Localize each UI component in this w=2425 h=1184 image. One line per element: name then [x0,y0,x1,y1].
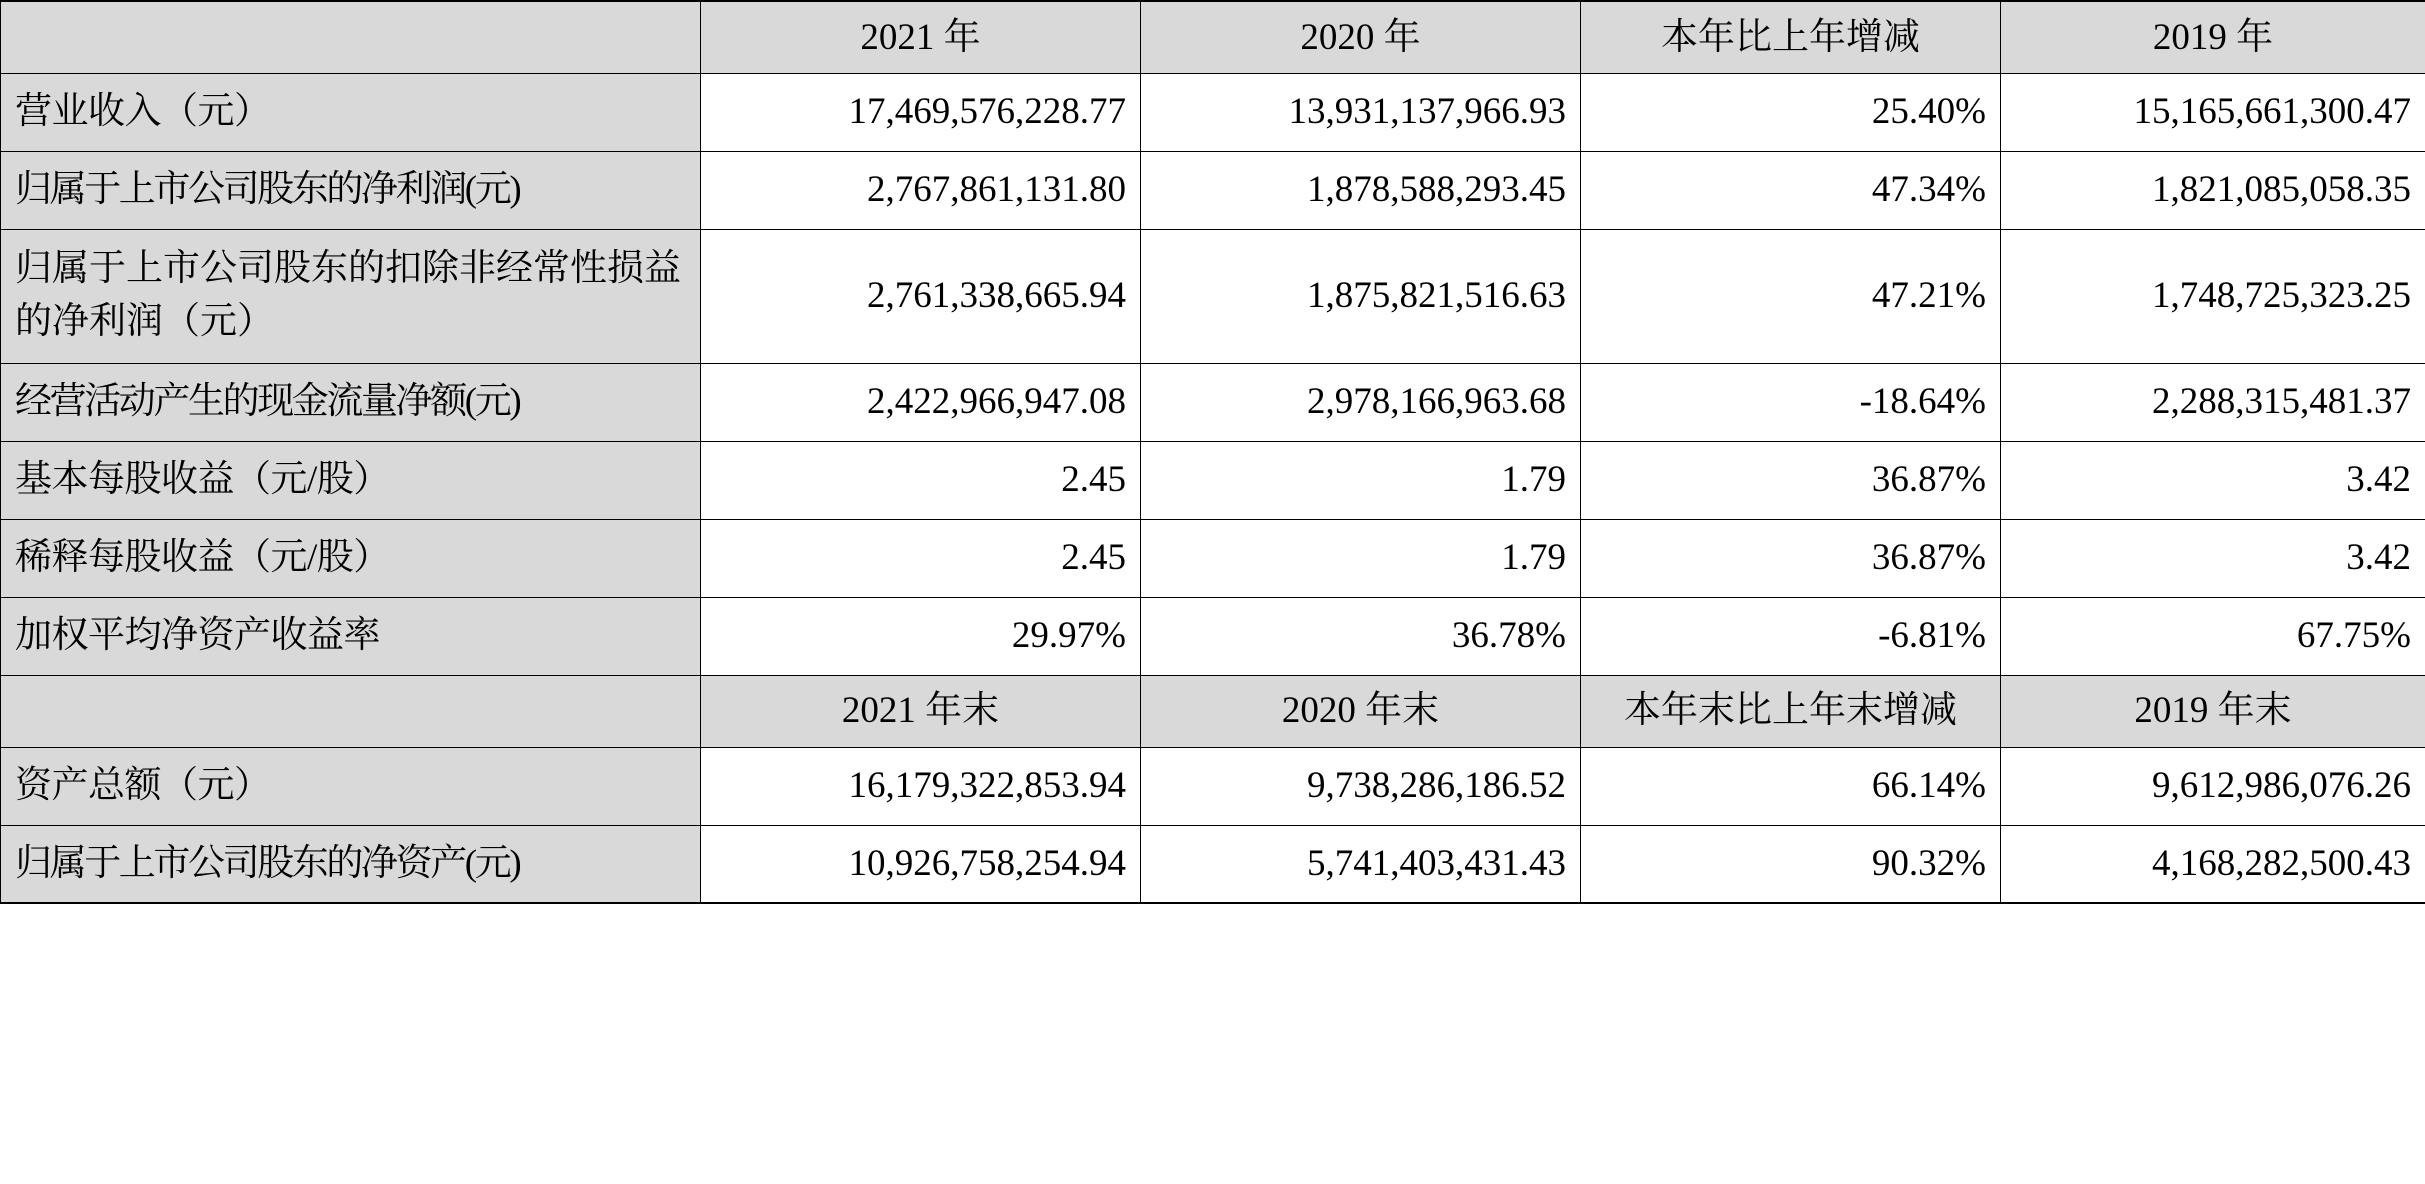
header-2020: 2020 年 [1141,1,1581,73]
table-row [1,363,2425,441]
cell-roe-2021: 29.97% [701,597,1141,675]
cell-diluted-eps-change: 36.87% [1581,519,2001,597]
cell-net-assets-2020: 5,741,403,431.43 [1141,825,1581,903]
cell-basic-eps-2020: 1.79 [1141,441,1581,519]
cell-revenue-2019: 15,165,661,300.47 [2001,73,2425,151]
table-row [1,73,2425,151]
cell-roe-change: -6.81% [1581,597,2001,675]
header-2021-end: 2021 年末 [701,675,1141,747]
cell-net-profit-deducted-2021: 2,761,338,665.94 [701,229,1141,363]
cell-net-assets-change: 90.32% [1581,825,2001,903]
row-label-basic-eps: 基本每股收益（元/股） [1,441,701,519]
cell-net-profit-deducted-2019: 1,748,725,323.25 [2001,229,2425,363]
header-2019: 2019 年 [2001,1,2425,73]
table-row [1,597,2425,675]
header-yoy-change: 本年比上年增减 [1581,1,2001,73]
row-label-roe: 加权平均净资产收益率 [1,597,701,675]
cell-net-profit-deducted-2020: 1,875,821,516.63 [1141,229,1581,363]
cell-net-assets-2021: 10,926,758,254.94 [701,825,1141,903]
cell-net-profit-change: 47.34% [1581,151,2001,229]
table-header-row-year-end [1,675,2425,747]
cell-basic-eps-change: 36.87% [1581,441,2001,519]
cell-operating-cashflow-2019: 2,288,315,481.37 [2001,363,2425,441]
cell-net-profit-2021: 2,767,861,131.80 [701,151,1141,229]
cell-total-assets-2020: 9,738,286,186.52 [1141,747,1581,825]
cell-basic-eps-2019: 3.42 [2001,441,2425,519]
table-header-row-period [1,1,2425,73]
cell-total-assets-change: 66.14% [1581,747,2001,825]
cell-net-assets-2019: 4,168,282,500.43 [2001,825,2425,903]
cell-total-assets-2019: 9,612,986,076.26 [2001,747,2425,825]
row-label-net-profit: 归属于上市公司股东的净利润(元) [1,151,701,229]
cell-operating-cashflow-2020: 2,978,166,963.68 [1141,363,1581,441]
cell-revenue-change: 25.40% [1581,73,2001,151]
cell-operating-cashflow-change: -18.64% [1581,363,2001,441]
header-blank-cell [1,1,701,73]
header-2019-end: 2019 年末 [2001,675,2425,747]
row-label-revenue: 营业收入（元） [1,73,701,151]
header-yoy-change-end: 本年末比上年末增减 [1581,675,2001,747]
cell-revenue-2020: 13,931,137,966.93 [1141,73,1581,151]
table-row [1,747,2425,825]
header-2021: 2021 年 [701,1,1141,73]
row-label-diluted-eps: 稀释每股收益（元/股） [1,519,701,597]
cell-diluted-eps-2019: 3.42 [2001,519,2425,597]
table-row [1,151,2425,229]
header-2020-end: 2020 年末 [1141,675,1581,747]
table-row [1,229,2425,363]
row-label-total-assets: 资产总额（元） [1,747,701,825]
table-row [1,519,2425,597]
table-row [1,441,2425,519]
cell-diluted-eps-2021: 2.45 [701,519,1141,597]
cell-net-profit-deducted-change: 47.21% [1581,229,2001,363]
row-label-net-assets: 归属于上市公司股东的净资产(元) [1,825,701,903]
cell-total-assets-2021: 16,179,322,853.94 [701,747,1141,825]
cell-diluted-eps-2020: 1.79 [1141,519,1581,597]
cell-revenue-2021: 17,469,576,228.77 [701,73,1141,151]
cell-basic-eps-2021: 2.45 [701,441,1141,519]
table-row [1,825,2425,903]
cell-net-profit-2020: 1,878,588,293.45 [1141,151,1581,229]
cell-roe-2019: 67.75% [2001,597,2425,675]
header-blank-cell-end [1,675,701,747]
cell-net-profit-2019: 1,821,085,058.35 [2001,151,2425,229]
cell-operating-cashflow-2021: 2,422,966,947.08 [701,363,1141,441]
row-label-net-profit-deducted: 归属于上市公司股东的扣除非经常性损益的净利润（元） [1,229,701,363]
row-label-operating-cashflow: 经营活动产生的现金流量净额(元) [1,363,701,441]
cell-roe-2020: 36.78% [1141,597,1581,675]
